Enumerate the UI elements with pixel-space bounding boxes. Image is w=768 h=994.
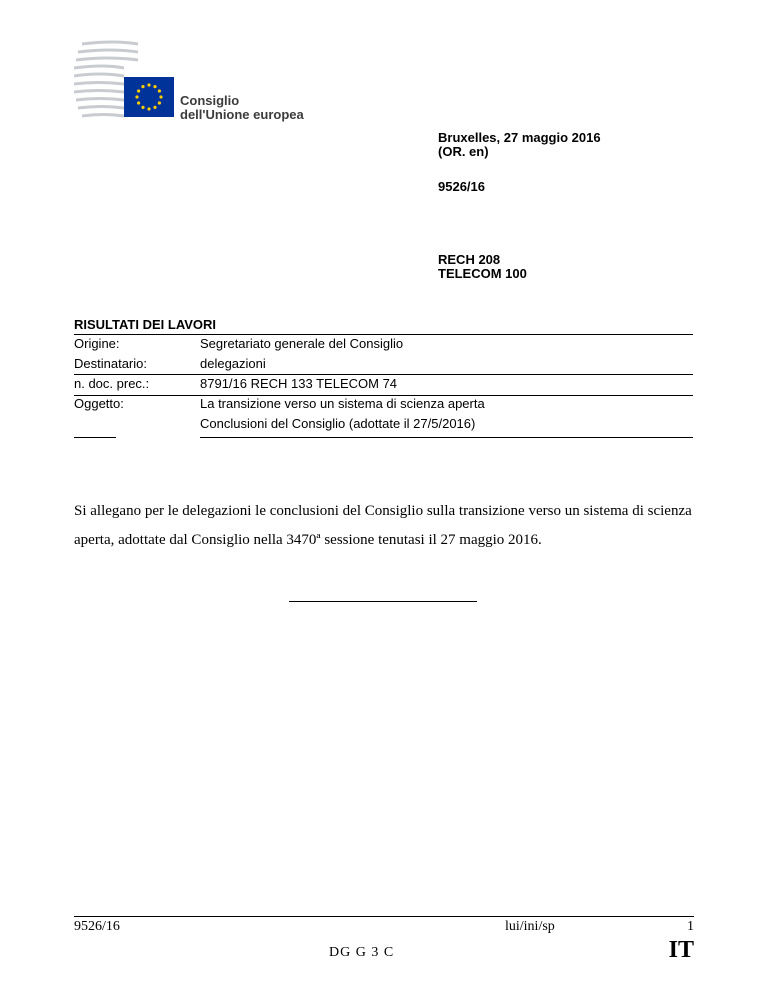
table-row bbox=[74, 374, 693, 394]
original-language: (OR. en) bbox=[438, 144, 489, 159]
rule-after-recipient bbox=[74, 374, 693, 375]
footer-rule bbox=[74, 916, 694, 917]
body-paragraph: Si allegano per le delegazioni le conclusioni del Consiglio sulla transizione verso un sistema di scienza aperta, adottate dal Consiglio nella 3470ª sessione tenutasi il 27 maggio 2016. bbox=[74, 503, 692, 548]
rule-bottom-left bbox=[74, 437, 116, 438]
footer-department: DG G 3 C bbox=[329, 945, 395, 960]
results-table bbox=[74, 334, 693, 434]
row-value-origin: Segretariato generale del Consiglio bbox=[200, 336, 404, 351]
footer-page-number: 1 bbox=[687, 919, 694, 934]
row-label-prev-doc: n. doc. prec.: bbox=[74, 376, 150, 391]
results-title: RISULTATI DEI LAVORI bbox=[74, 317, 217, 332]
footer-language: IT bbox=[668, 937, 694, 963]
footer-initials: lui/ini/sp bbox=[505, 919, 555, 934]
date-line: Bruxelles, 27 maggio 2016 bbox=[438, 130, 601, 145]
rule-after-prev-doc bbox=[74, 395, 693, 396]
row-label-subject-cont bbox=[74, 414, 200, 434]
row-value-subject: La transizione verso un sistema di scienza aperta bbox=[200, 396, 485, 411]
eu-stars-icon bbox=[124, 77, 174, 117]
org-name-line2: dell'Unione europea bbox=[180, 107, 304, 122]
row-value-subject-cont: Conclusioni del Consiglio (adottate il 27/5/2016) bbox=[200, 416, 476, 431]
row-label-recipient: Destinatario: bbox=[74, 356, 147, 371]
table-row bbox=[74, 334, 693, 354]
row-label-origin: Origine: bbox=[74, 336, 120, 351]
reference-code-1: RECH 208 bbox=[438, 252, 501, 267]
org-name-line1: Consiglio bbox=[180, 93, 240, 108]
table-row bbox=[74, 354, 693, 374]
end-separator bbox=[289, 601, 477, 602]
date-block bbox=[438, 131, 601, 159]
eu-flag bbox=[124, 77, 174, 117]
row-label-subject: Oggetto: bbox=[74, 396, 124, 411]
reference-codes bbox=[438, 253, 527, 281]
rule-bottom-right bbox=[200, 437, 693, 438]
footer-doc-number: 9526/16 bbox=[74, 919, 120, 934]
document-number: 9526/16 bbox=[438, 179, 485, 194]
reference-code-2: TELECOM 100 bbox=[438, 266, 527, 281]
row-value-recipient: delegazioni bbox=[200, 356, 266, 371]
row-value-prev-doc: 8791/16 RECH 133 TELECOM 74 bbox=[200, 376, 398, 391]
organization-name bbox=[180, 94, 304, 122]
table-row bbox=[74, 394, 693, 414]
table-row bbox=[74, 414, 693, 434]
